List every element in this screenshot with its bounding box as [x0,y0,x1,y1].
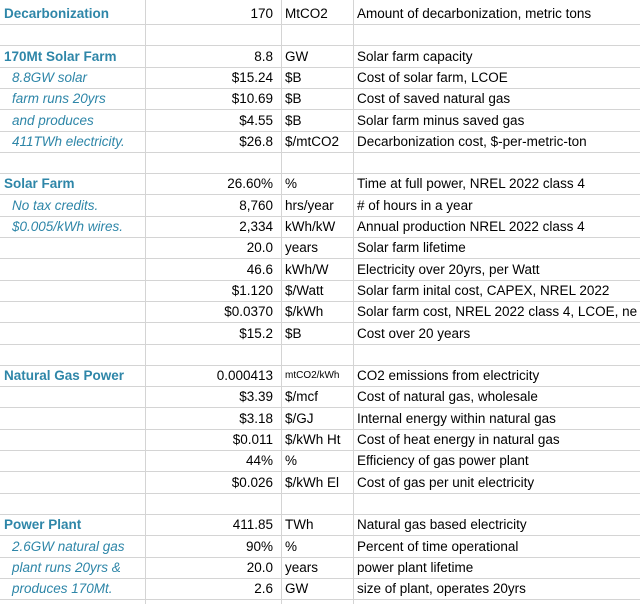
cell-a[interactable]: Natural Gas Power [4,368,125,384]
cell-d[interactable]: Electricity over 20yrs, per Watt [357,261,540,277]
cell-b[interactable]: 8,760 [239,197,273,213]
cell-b[interactable]: 44% [245,453,273,469]
cell-a[interactable]: 411TWh electricity. [12,133,125,149]
cell-d[interactable]: Solar farm lifetime [357,240,466,256]
cell-d[interactable]: CO2 emissions from electricity [357,368,540,384]
table-row [0,387,640,408]
cell-d[interactable] [353,153,640,173]
cell-d[interactable]: # of hours in a year [357,197,473,213]
table-row [0,111,640,132]
cell-d[interactable]: Cost of solar farm, LCOE [357,69,508,85]
cell-b[interactable]: $1.120 [231,282,273,298]
table-row [0,302,640,323]
cell-b[interactable]: $3.18 [239,410,273,426]
cell-c[interactable]: kWh/kW [285,219,336,234]
cell-a[interactable]: and produces [12,112,94,128]
cell-a[interactable]: farm runs 20yrs [12,91,106,107]
cell-c[interactable]: $B [285,325,302,341]
cell-c[interactable]: GW [285,48,309,64]
cell-b[interactable]: 90% [245,538,273,554]
cell-d[interactable]: Time at full power, NREL 2022 class 4 [357,176,585,192]
table-row [0,260,640,281]
cell-b[interactable]: 170 [250,6,273,21]
cell-c[interactable]: GW [285,581,309,597]
cell-c[interactable]: % [285,176,298,192]
table-row [0,579,640,600]
cell-a[interactable]: 8.8GW solar [12,69,88,85]
table-row [0,217,640,238]
cell-a[interactable]: $0.005/kWh wires. [12,219,124,234]
cell-a[interactable]: produces 170Mt. [12,581,113,597]
table-row [0,196,640,217]
table-row [0,132,640,153]
cell-b[interactable]: 0.000413 [216,368,273,384]
cell-d[interactable]: power plant lifetime [357,559,474,575]
table-row [0,153,640,174]
table-row [0,324,640,345]
table-row [0,238,640,259]
cell-a[interactable] [0,281,145,301]
cell-c[interactable] [281,153,353,173]
cell-c[interactable]: $/mcf [285,389,319,405]
cell-d[interactable]: Solar farm inital cost, CAPEX, NREL 2022 [357,282,610,298]
cell-a[interactable] [0,153,145,173]
cell-a[interactable] [0,494,145,514]
table-row [0,515,640,536]
cell-c[interactable]: $/mtCO2 [285,133,340,149]
cell-d[interactable]: Solar farm minus saved gas [357,112,525,128]
cell-b[interactable] [145,25,277,45]
cell-a[interactable] [0,430,145,450]
table-row [0,345,640,366]
cell-b[interactable]: 2.6 [254,581,273,597]
cell-c[interactable]: years [285,240,319,256]
cell-a[interactable]: plant runs 20yrs & [12,559,121,575]
cell-d[interactable]: Internal energy within natural gas [357,410,556,426]
cell-d[interactable]: Efficiency of gas power plant [357,453,529,469]
cell-b[interactable]: $3.39 [239,389,273,405]
table-row [0,47,640,68]
cell-b[interactable]: $15.24 [231,69,273,85]
cell-c[interactable]: $/Watt [285,282,324,298]
cell-d[interactable]: Percent of time operational [357,538,519,554]
table-row [0,281,640,302]
cell-c[interactable]: years [285,559,319,575]
cell-a[interactable]: 170Mt Solar Farm [4,48,117,64]
cell-b[interactable]: 20.0 [246,240,273,256]
table-row [0,68,640,89]
cell-a[interactable] [0,25,145,45]
cell-c[interactable]: $B [285,112,302,128]
cell-c[interactable]: hrs/year [285,197,334,213]
cell-b[interactable]: 2,334 [239,219,273,234]
cell-d[interactable]: Annual production NREL 2022 class 4 [357,219,585,234]
cell-b[interactable]: $15.2 [239,325,273,341]
cell-a[interactable]: Solar Farm [4,176,75,192]
cell-b[interactable]: 46.6 [246,261,273,277]
cell-b[interactable]: $4.55 [239,112,273,128]
cell-b[interactable]: 20.0 [246,559,273,575]
table-row [0,494,640,515]
cell-d[interactable]: Amount of decarbonization, metric tons [357,6,592,21]
cell-c[interactable]: $B [285,91,302,107]
table-row [0,4,640,25]
cell-b[interactable]: $10.69 [231,91,273,107]
cell-c[interactable]: $/GJ [285,410,314,426]
cell-c[interactable]: $/kWh [285,304,324,320]
cell-c[interactable]: $/kWh Ht [285,432,341,447]
cell-a[interactable]: No tax credits. [12,197,99,213]
table-row [0,430,640,451]
cell-a[interactable] [0,238,145,258]
cell-d[interactable] [353,345,640,365]
table-row [0,366,640,387]
cell-a[interactable] [0,409,145,429]
cell-d[interactable] [353,25,640,45]
cell-d[interactable]: size of plant, operates 20yrs [357,581,526,597]
table-row [0,451,640,472]
cell-a[interactable] [0,473,145,493]
cell-a[interactable] [0,345,145,365]
cell-b[interactable] [145,494,277,514]
cell-d[interactable]: Decarbonization cost, $-per-metric-ton [357,133,587,149]
cell-c[interactable]: % [285,453,298,469]
cell-c[interactable] [281,345,353,365]
cell-a[interactable] [0,451,145,471]
cell-c[interactable]: MtCO2 [285,6,328,21]
cell-c[interactable] [281,494,353,514]
cell-d[interactable]: Natural gas based electricity [357,517,527,533]
cell-c[interactable]: kWh/W [285,261,329,277]
cell-b[interactable]: $0.0370 [224,304,273,320]
cell-b[interactable] [145,153,277,173]
table-row [0,89,640,110]
cell-a[interactable] [0,387,145,407]
cell-d[interactable]: Cost of saved natural gas [357,91,511,107]
table-row [0,537,640,558]
cell-d[interactable]: Cost of gas per unit electricity [357,474,535,490]
cell-c[interactable] [281,25,353,45]
cell-b[interactable]: $0.011 [232,432,273,447]
table-row [0,473,640,494]
table-row [0,25,640,46]
cell-d[interactable]: Cost over 20 years [357,325,471,341]
cell-c[interactable]: TWh [285,517,314,533]
cell-d[interactable]: Cost of heat energy in natural gas [357,432,560,447]
cell-a[interactable]: Decarbonization [4,6,110,21]
cell-c[interactable]: mtCO2/kWh [285,370,340,382]
cell-c[interactable]: % [285,538,298,554]
cell-a[interactable] [0,260,145,280]
cell-b[interactable]: 8.8 [254,48,273,64]
cell-a[interactable] [0,302,145,322]
cell-a[interactable]: Power Plant [4,517,82,533]
cell-a[interactable]: 2.6GW natural gas [12,538,125,554]
cell-b[interactable]: 411.85 [232,517,273,533]
table-row [0,409,640,430]
cell-d[interactable]: Solar farm capacity [357,48,473,64]
cell-b[interactable]: $0.026 [231,474,273,490]
table-row [0,558,640,579]
cell-d[interactable]: Cost of natural gas, wholesale [357,389,538,405]
table-row [0,174,640,195]
cell-a[interactable] [0,324,145,344]
cell-d[interactable] [353,494,640,514]
cell-c[interactable]: $B [285,69,302,85]
cell-d[interactable]: Solar farm cost, NREL 2022 class 4, LCOE, ne [357,304,638,320]
cell-b[interactable] [145,345,277,365]
cell-b[interactable]: 26.60% [227,176,273,192]
cell-c[interactable]: $/kWh El [285,474,340,490]
cell-b[interactable]: $26.8 [239,133,273,149]
